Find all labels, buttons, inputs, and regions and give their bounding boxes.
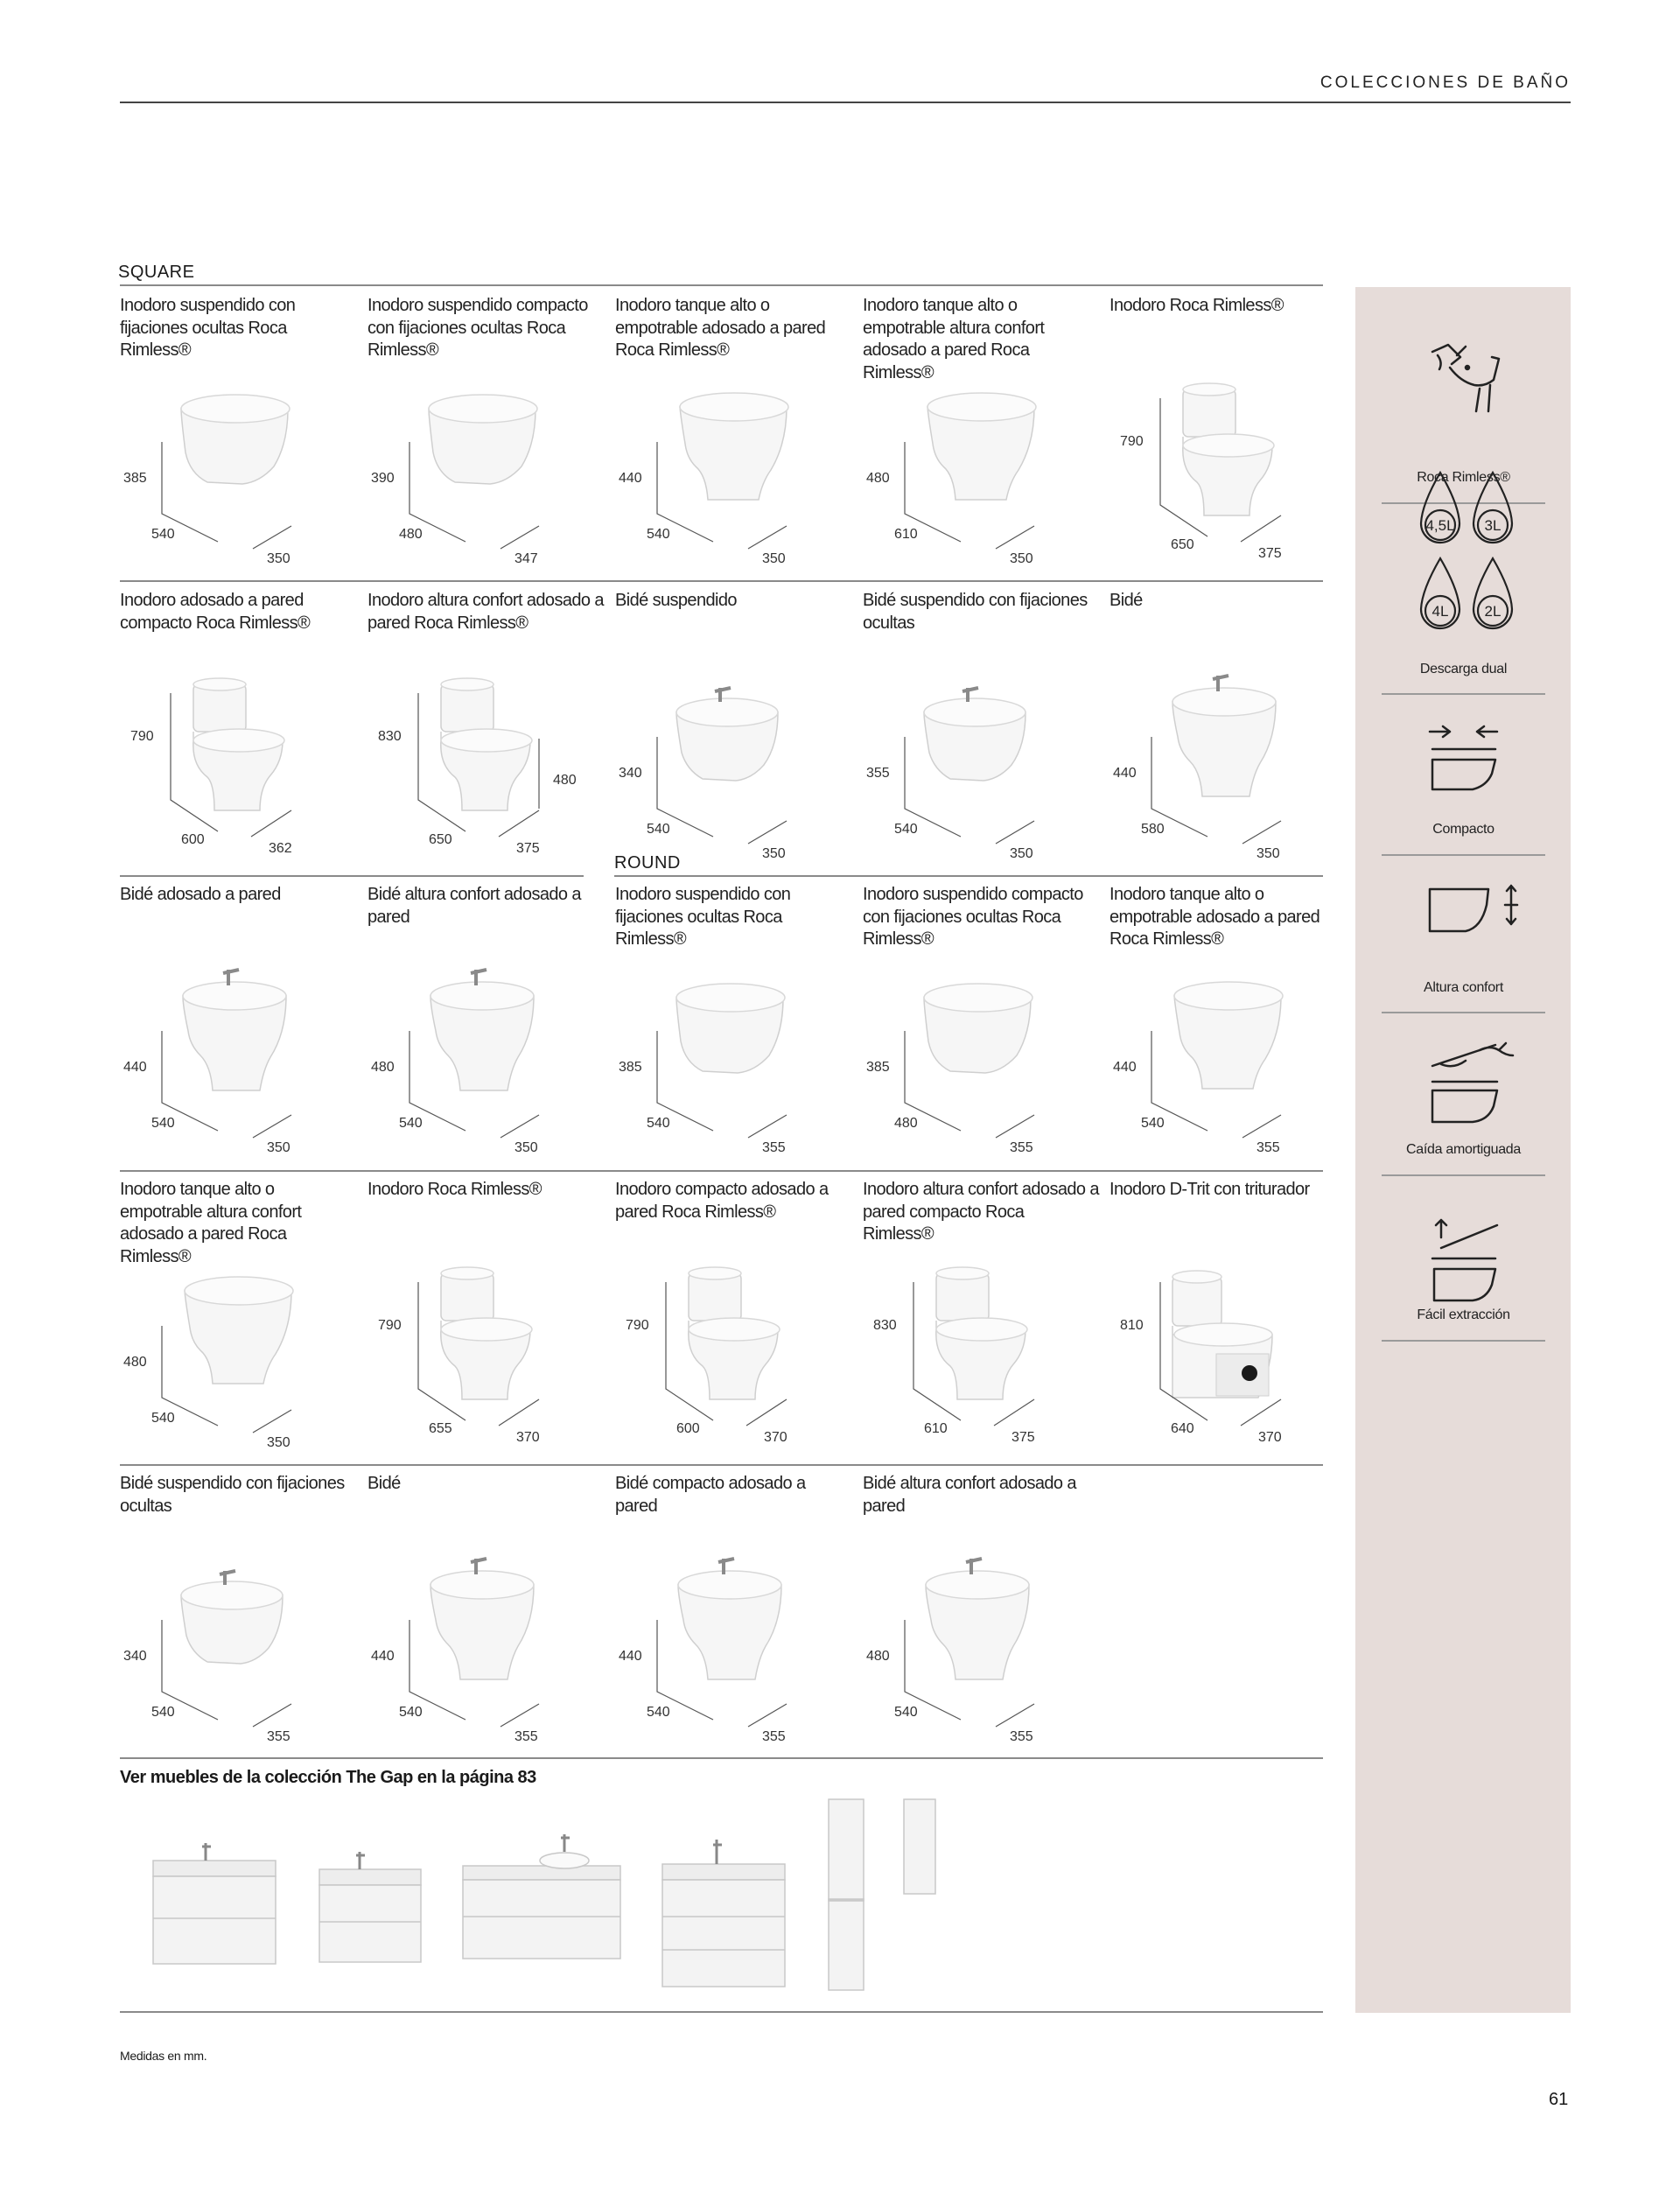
product-cell [368,884,615,1179]
product-drawing [615,1473,863,1762]
furniture-vanity-3 [463,1834,620,1959]
dimension-width: 355 [1010,1140,1033,1155]
compact-icon [1382,725,1545,795]
dimension-height: 440 [1113,766,1137,781]
product-cell [615,590,863,885]
product-title: Bidé [368,1474,401,1493]
product-title: Inodoro suspendido con fijaciones ocultas Roca Rimless® [615,885,791,949]
dimension-height: 790 [378,1318,402,1333]
product-title: Inodoro Roca Rimless® [1110,296,1284,315]
product-title: Inodoro compacto adosado a pared Roca Rimless® [615,1180,829,1222]
dimension-width: 350 [514,1140,538,1155]
product-drawing [120,1179,368,1468]
comfort-height-icon [1382,882,1545,952]
dimension-height: 355 [866,766,890,781]
drop-label: 4L [1432,603,1449,620]
product-cell [615,1179,863,1474]
furniture-column-short [904,1799,935,1894]
dimension-width: 350 [762,846,786,861]
compact-label: Compacto [1432,822,1494,837]
dimension-height: 340 [123,1649,147,1664]
soft-close-label: Caída amortiguada [1406,1142,1521,1157]
product-cell [615,884,863,1179]
product-cell [1110,1179,1357,1474]
product-cell [368,1473,615,1768]
dimension-height: 385 [123,471,147,486]
sidebar-rule [1382,1340,1545,1342]
product-drawing [368,1473,615,1762]
dimension-depth: 610 [924,1421,948,1436]
sidebar-rule [1382,1174,1545,1176]
product-drawing [1110,590,1357,879]
dimension-width: 355 [762,1729,786,1744]
dimension-width: 347 [514,551,538,566]
dimension-height: 440 [1113,1060,1137,1075]
dimension-width: 362 [269,841,292,856]
dimension-depth: 610 [894,527,918,542]
product-title: Inodoro Roca Rimless® [368,1180,542,1199]
section-label-square: SQUARE [118,263,195,282]
product-drawing [615,590,863,879]
product-title: Bidé suspendido con fijaciones ocultas [120,1474,345,1516]
comfort-height-label: Altura confort [1424,980,1503,995]
product-drawing [120,1473,368,1762]
product-drawing [615,1179,863,1468]
product-cell [615,1473,863,1768]
section-label-round: ROUND [614,853,681,873]
dimension-depth: 540 [151,1116,175,1131]
dimension-height: 385 [619,1060,642,1075]
product-title: Bidé altura confort adosado a pared [368,885,581,927]
product-title: Bidé adosado a pared [120,885,281,904]
product-title: Inodoro adosado a pared compacto Roca Rimless® [120,591,311,633]
product-drawing [368,1179,615,1468]
dimension-height: 790 [130,729,154,744]
dimension-width: 350 [1256,846,1280,861]
dual-flush-label: Descarga dual [1419,662,1508,676]
drop-label: 2L [1484,603,1502,620]
dimension-depth: 655 [429,1421,452,1436]
dimension-height: 440 [619,1649,642,1664]
dimension-height-2: 480 [553,773,577,788]
drop-label: 3L [1484,517,1502,534]
product-cell [368,295,615,590]
product-drawing [120,884,368,1173]
furniture-vanity-4 [662,1840,785,1987]
dimension-width: 350 [267,551,290,566]
product-cell [120,295,368,590]
dimension-depth: 600 [676,1421,700,1436]
dimension-depth: 540 [399,1705,423,1720]
dimension-width: 370 [764,1430,788,1445]
product-drawing [863,295,1110,584]
sidebar-rule [1382,854,1545,856]
product-title: Inodoro suspendido compacto con fijaciones ocultas Roca Rimless® [368,296,588,360]
dimension-height: 480 [371,1060,395,1075]
dimension-height: 440 [123,1060,147,1075]
rimless-icon [1382,336,1545,406]
product-drawing [1110,295,1357,584]
product-title: Bidé suspendido con fijaciones ocultas [863,591,1088,633]
product-title: Inodoro suspendido compacto con fijaciones ocultas Roca Rimless® [863,885,1083,949]
dimension-depth: 540 [1141,1116,1165,1131]
dimension-depth: 480 [894,1116,918,1131]
dimension-width: 370 [1258,1430,1282,1445]
product-title: Bidé altura confort adosado a pared [863,1474,1076,1516]
dimension-height: 830 [873,1318,897,1333]
dimension-height: 790 [626,1318,649,1333]
product-title: Inodoro altura confort adosado a pared compacto Roca Rimless® [863,1180,1099,1244]
product-cell [368,590,615,885]
dimension-height: 790 [1120,434,1144,449]
product-drawing [368,590,615,879]
product-title: Inodoro tanque alto o empotrable adosado a pared Roca Rimless® [615,296,826,360]
product-cell [863,884,1110,1179]
soft-close-icon [1382,1040,1545,1118]
dimension-depth: 600 [181,832,205,847]
product-cell [1110,590,1357,885]
dimension-width: 375 [516,841,540,856]
dimension-width: 375 [1258,546,1282,561]
furniture-column-tall [829,1799,864,1990]
product-drawing [615,295,863,584]
dimension-height: 385 [866,1060,890,1075]
dimension-width: 350 [1010,551,1033,566]
dimension-depth: 540 [894,1705,918,1720]
furniture-vanity-1 [153,1843,276,1964]
dimension-height: 830 [378,729,402,744]
product-drawing [863,884,1110,1173]
product-title: Inodoro altura confort adosado a pared Roca Rimless® [368,591,604,633]
dimension-depth: 540 [647,527,670,542]
dimension-width: 350 [1010,846,1033,861]
product-drawing [863,1179,1110,1468]
dimension-depth: 540 [151,1411,175,1426]
product-title: Bidé [1110,591,1143,610]
dimension-height: 480 [866,471,890,486]
dimension-depth: 540 [151,1705,175,1720]
product-title: Bidé suspendido [615,591,737,610]
footnote: Medidas en mm. [120,2049,207,2063]
dimension-depth: 480 [399,527,423,542]
furniture-link-text[interactable]: Ver muebles de la colección The Gap en la página 83 [120,1768,536,1787]
dimension-width: 350 [267,1435,290,1450]
dimension-height: 340 [619,766,642,781]
product-cell [863,295,1110,590]
sidebar-rule [1382,693,1545,695]
dimension-depth: 650 [429,832,452,847]
dimension-width: 355 [1256,1140,1280,1155]
rimless-label: Roca Rimless® [1417,470,1510,485]
product-cell [863,1473,1110,1768]
product-cell [120,1473,368,1768]
dimension-width: 355 [1010,1729,1033,1744]
product-drawing [120,590,368,879]
dimension-height: 440 [371,1649,395,1664]
product-drawing [615,884,863,1173]
furniture-vanity-2 [319,1852,421,1962]
product-drawing [368,884,615,1173]
dimension-height: 480 [123,1355,147,1370]
product-cell [615,295,863,590]
drop-label: 4,5L [1425,517,1455,534]
dimension-depth: 650 [1171,537,1194,552]
product-title: Bidé compacto adosado a pared [615,1474,806,1516]
dimension-height: 480 [866,1649,890,1664]
product-cell [1110,295,1357,590]
product-cell [368,1179,615,1474]
dimension-height: 440 [619,471,642,486]
page-number: 61 [1549,2090,1569,2109]
product-cell [863,1179,1110,1474]
dimension-height: 810 [1120,1318,1144,1333]
dimension-depth: 540 [151,527,175,542]
product-cell [120,590,368,885]
dimension-depth: 540 [647,822,670,837]
product-drawing [1110,1179,1357,1468]
row-rule [120,284,1323,286]
product-cell [120,884,368,1179]
product-title: Inodoro suspendido con fijaciones ocultas Roca Rimless® [120,296,296,360]
product-drawing [368,295,615,584]
feature-sidebar [1355,287,1571,2013]
dimension-depth: 580 [1141,822,1165,837]
dimension-width: 350 [267,1140,290,1155]
dimension-width: 350 [762,551,786,566]
product-drawing [863,590,1110,879]
product-drawing [1110,884,1357,1173]
easy-removal-icon [1382,1215,1545,1311]
product-drawing [120,295,368,584]
section-header: COLECCIONES DE BAÑO [1320,74,1571,92]
product-title: Inodoro D-Trit con triturador [1110,1180,1310,1199]
dimension-width: 355 [267,1729,290,1744]
header-rule [120,102,1571,103]
sidebar-rule [1382,1012,1545,1013]
dimension-width: 355 [762,1140,786,1155]
product-cell [1110,884,1357,1179]
product-title: Inodoro tanque alto o empotrable adosado a pared Roca Rimless® [1110,885,1320,949]
product-cell [120,1179,368,1474]
dual-flush-icon [1382,462,1545,672]
footer-rule [120,2011,1323,2013]
dimension-depth: 540 [399,1116,423,1131]
product-cell [863,590,1110,885]
dimension-depth: 640 [1171,1421,1194,1436]
easy-removal-label: Fácil extracción [1417,1307,1510,1322]
dimension-width: 370 [516,1430,540,1445]
dimension-width: 355 [514,1729,538,1744]
product-title: Inodoro tanque alto o empotrable altura confort adosado a pared Roca Rimless® [120,1180,302,1266]
furniture-images [120,1794,995,1995]
dimension-depth: 540 [647,1116,670,1131]
product-title: Inodoro tanque alto o empotrable altura confort adosado a pared Roca Rimless® [863,296,1045,382]
dimension-depth: 540 [647,1705,670,1720]
product-drawing [863,1473,1110,1762]
dimension-depth: 540 [894,822,918,837]
dimension-height: 390 [371,471,395,486]
dimension-width: 375 [1012,1430,1035,1445]
